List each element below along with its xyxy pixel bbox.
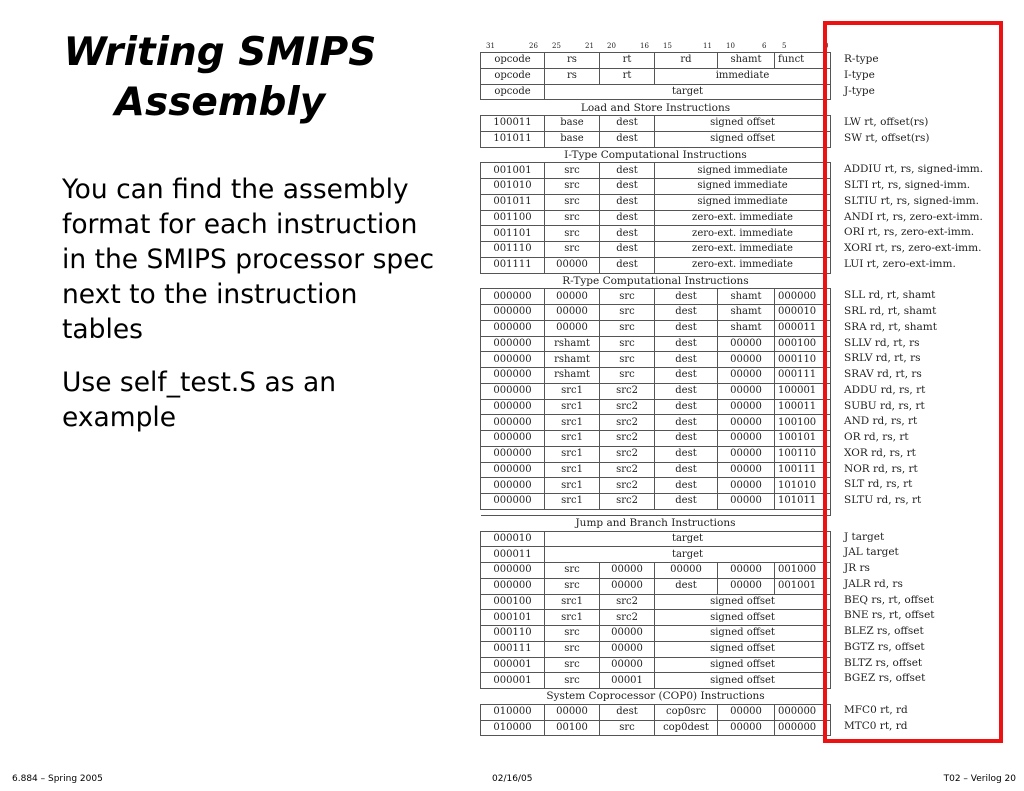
encoding-field: src2 bbox=[600, 610, 655, 626]
encoding-field: dest bbox=[655, 446, 718, 462]
body-paragraph-example: Use self_test.S as an example bbox=[62, 367, 337, 433]
encoding-field: zero-ext. immediate bbox=[655, 210, 831, 226]
instruction-row bbox=[481, 194, 831, 210]
encoding-field: target bbox=[545, 84, 831, 100]
instruction-encoding-table bbox=[480, 52, 831, 736]
bit-label: 31 bbox=[486, 42, 495, 50]
encoding-field: 00000 bbox=[545, 289, 600, 305]
encoding-field: 00000 bbox=[718, 720, 775, 736]
instruction-row bbox=[481, 383, 831, 399]
assembly-format: SLT rd, rs, rt bbox=[844, 478, 913, 491]
encoding-field: shamt bbox=[718, 320, 775, 336]
assembly-format: SLTIU rt, rs, signed-imm. bbox=[844, 194, 979, 207]
instruction-row bbox=[481, 446, 831, 462]
encoding-field: src1 bbox=[545, 478, 600, 494]
section-header-row bbox=[481, 273, 831, 289]
encoding-field: dest bbox=[655, 431, 718, 447]
encoding-field: immediate bbox=[655, 68, 831, 84]
encoding-field: dest bbox=[655, 368, 718, 384]
encoding-field: base bbox=[545, 116, 600, 132]
encoding-field: 00000 bbox=[718, 415, 775, 431]
encoding-field: dest bbox=[600, 210, 655, 226]
encoding-field: rd bbox=[655, 53, 718, 69]
assembly-format: OR rd, rs, rt bbox=[844, 431, 909, 443]
encoding-field: 00000 bbox=[718, 383, 775, 399]
encoding-field: dest bbox=[600, 704, 655, 720]
encoding-field: signed immediate bbox=[655, 163, 831, 179]
encoding-field: src1 bbox=[545, 415, 600, 431]
encoding-field: rs bbox=[545, 68, 600, 84]
instruction-row bbox=[481, 547, 831, 563]
assembly-format: BEQ rs, rt, offset bbox=[844, 593, 934, 606]
encoding-field: 00000 bbox=[545, 305, 600, 321]
encoding-field: src bbox=[545, 194, 600, 210]
section-header-row bbox=[481, 515, 831, 531]
instruction-row bbox=[481, 563, 831, 579]
encoding-field: src2 bbox=[600, 494, 655, 510]
encoding-field: 00000 bbox=[718, 704, 775, 720]
bit-label: 15 bbox=[663, 42, 672, 50]
encoding-field: shamt bbox=[718, 305, 775, 321]
encoding-field: 000101 bbox=[481, 610, 545, 626]
assembly-format: BLTZ rs, offset bbox=[844, 656, 923, 669]
encoding-field: 001110 bbox=[481, 242, 545, 258]
encoding-field: dest bbox=[655, 383, 718, 399]
encoding-field: signed offset bbox=[655, 594, 831, 610]
encoding-field: shamt bbox=[718, 289, 775, 305]
instruction-row bbox=[481, 68, 831, 84]
bit-label: 26 bbox=[529, 42, 538, 50]
instruction-row bbox=[481, 53, 831, 69]
encoding-field: 000001 bbox=[481, 657, 545, 673]
instruction-row bbox=[481, 116, 831, 132]
encoding-field: 100011 bbox=[481, 116, 545, 132]
encoding-field: src bbox=[545, 563, 600, 579]
bit-label: 5 bbox=[782, 42, 787, 50]
encoding-field: src bbox=[545, 179, 600, 195]
instruction-row bbox=[481, 336, 831, 352]
bit-label: 16 bbox=[640, 42, 649, 50]
encoding-field: 101010 bbox=[775, 478, 831, 494]
encoding-field: 000000 bbox=[481, 352, 545, 368]
encoding-field: 001001 bbox=[481, 163, 545, 179]
encoding-field: src bbox=[600, 320, 655, 336]
encoding-field: src1 bbox=[545, 431, 600, 447]
encoding-field: dest bbox=[655, 415, 718, 431]
encoding-field: dest bbox=[600, 242, 655, 258]
encoding-field: 00000 bbox=[545, 704, 600, 720]
assembly-format: SUBU rd, rs, rt bbox=[844, 399, 925, 412]
encoding-field: 000000 bbox=[481, 462, 545, 478]
encoding-field: 00001 bbox=[600, 673, 655, 689]
instruction-row bbox=[481, 257, 831, 273]
slide-body bbox=[62, 172, 442, 453]
encoding-field: 000110 bbox=[775, 352, 831, 368]
assembly-format: ANDI rt, rs, zero-ext-imm. bbox=[844, 210, 983, 223]
encoding-field: src bbox=[600, 720, 655, 736]
encoding-field: 00000 bbox=[600, 657, 655, 673]
encoding-field: src bbox=[545, 657, 600, 673]
encoding-field: 000000 bbox=[775, 720, 831, 736]
encoding-field: zero-ext. immediate bbox=[655, 257, 831, 273]
encoding-field: src bbox=[600, 289, 655, 305]
bit-position-labels bbox=[480, 42, 830, 50]
bit-label: 21 bbox=[585, 42, 594, 50]
encoding-field: 00000 bbox=[718, 462, 775, 478]
encoding-field: signed offset bbox=[655, 626, 831, 642]
encoding-field: src bbox=[600, 336, 655, 352]
encoding-field: zero-ext. immediate bbox=[655, 226, 831, 242]
assembly-format: BNE rs, rt, offset bbox=[844, 609, 935, 622]
encoding-field: src1 bbox=[545, 494, 600, 510]
encoding-field: 00000 bbox=[600, 641, 655, 657]
encoding-field: 100011 bbox=[775, 399, 831, 415]
assembly-format: I-type bbox=[844, 68, 875, 81]
encoding-field: 00000 bbox=[718, 478, 775, 494]
section-header-row bbox=[481, 100, 831, 116]
encoding-field: rshamt bbox=[545, 352, 600, 368]
assembly-format: ORI rt, rs, zero-ext-imm. bbox=[844, 226, 975, 239]
encoding-field: base bbox=[545, 131, 600, 147]
assembly-format: MTC0 rt, rd bbox=[844, 719, 908, 732]
assembly-format: SRA rd, rt, shamt bbox=[844, 320, 937, 333]
encoding-field: src2 bbox=[600, 399, 655, 415]
encoding-field: src bbox=[545, 163, 600, 179]
instruction-row bbox=[481, 399, 831, 415]
encoding-field: 000000 bbox=[481, 383, 545, 399]
encoding-field: dest bbox=[600, 194, 655, 210]
bit-label: 20 bbox=[607, 42, 616, 50]
encoding-field: signed offset bbox=[655, 610, 831, 626]
assembly-format-highlight-box bbox=[823, 21, 1003, 743]
encoding-field: 000000 bbox=[481, 305, 545, 321]
encoding-field: dest bbox=[655, 352, 718, 368]
instruction-row bbox=[481, 415, 831, 431]
encoding-field: dest bbox=[600, 131, 655, 147]
instruction-row bbox=[481, 289, 831, 305]
encoding-field: src2 bbox=[600, 478, 655, 494]
assembly-format: JALR rd, rs bbox=[844, 577, 903, 590]
encoding-field: dest bbox=[655, 462, 718, 478]
assembly-format: JR rs bbox=[844, 562, 870, 574]
encoding-field: 000000 bbox=[481, 415, 545, 431]
instruction-row bbox=[481, 131, 831, 147]
assembly-format: J-type bbox=[844, 84, 875, 97]
encoding-field: cop0dest bbox=[655, 720, 718, 736]
encoding-field: 000000 bbox=[481, 478, 545, 494]
encoding-field: 00000 bbox=[545, 320, 600, 336]
encoding-field: 000000 bbox=[481, 320, 545, 336]
encoding-field: 100110 bbox=[775, 446, 831, 462]
instruction-row bbox=[481, 641, 831, 657]
encoding-field: funct bbox=[775, 53, 831, 69]
encoding-field: dest bbox=[655, 578, 718, 594]
encoding-field: dest bbox=[655, 336, 718, 352]
encoding-field: 100001 bbox=[775, 383, 831, 399]
assembly-format: NOR rd, rs, rt bbox=[844, 462, 918, 475]
encoding-field: 100100 bbox=[775, 415, 831, 431]
assembly-format: XOR rd, rs, rt bbox=[844, 446, 916, 459]
encoding-field: 000000 bbox=[481, 399, 545, 415]
assembly-format: ADDU rd, rs, rt bbox=[844, 383, 926, 396]
encoding-field: signed offset bbox=[655, 673, 831, 689]
encoding-field: 101011 bbox=[481, 131, 545, 147]
assembly-format: ADDIU rt, rs, signed-imm. bbox=[844, 163, 984, 176]
bit-label: 25 bbox=[552, 42, 561, 50]
encoding-field: 00000 bbox=[600, 578, 655, 594]
assembly-format: SLTU rd, rs, rt bbox=[844, 494, 922, 506]
title-line-2: Assembly bbox=[114, 80, 326, 125]
encoding-field: 000000 bbox=[481, 578, 545, 594]
encoding-field: 001001 bbox=[775, 578, 831, 594]
instruction-row bbox=[481, 704, 831, 720]
instruction-row bbox=[481, 478, 831, 494]
footer-lecture-page: T02 – Verilog 20 bbox=[943, 774, 1016, 784]
encoding-field: rshamt bbox=[545, 368, 600, 384]
assembly-format: AND rd, rs, rt bbox=[844, 415, 918, 428]
encoding-field: rs bbox=[545, 53, 600, 69]
instruction-row bbox=[481, 352, 831, 368]
body-paragraph-spec: You can find the assembly format for each instruction in the SMIPS processor spec next to the instruction tables bbox=[62, 174, 435, 345]
encoding-field: signed offset bbox=[655, 116, 831, 132]
encoding-field: 001100 bbox=[481, 210, 545, 226]
instruction-row bbox=[481, 462, 831, 478]
instruction-row bbox=[481, 531, 831, 547]
assembly-format: BGEZ rs, offset bbox=[844, 672, 926, 685]
encoding-field: 00000 bbox=[718, 336, 775, 352]
encoding-field: src bbox=[545, 641, 600, 657]
encoding-field: 001000 bbox=[775, 563, 831, 579]
instruction-row bbox=[481, 163, 831, 179]
encoding-field: 00000 bbox=[718, 368, 775, 384]
assembly-format: LW rt, offset(rs) bbox=[844, 116, 929, 128]
encoding-field: 000000 bbox=[775, 704, 831, 720]
encoding-field: 001101 bbox=[481, 226, 545, 242]
section-header: System Coprocessor (COP0) Instructions bbox=[481, 689, 831, 705]
encoding-field: dest bbox=[600, 163, 655, 179]
encoding-field: 000110 bbox=[481, 626, 545, 642]
assembly-format: XORI rt, rs, zero-ext-imm. bbox=[844, 242, 982, 254]
encoding-field: src bbox=[600, 368, 655, 384]
encoding-field: 000000 bbox=[481, 494, 545, 510]
encoding-field: dest bbox=[655, 320, 718, 336]
encoding-field: 00000 bbox=[600, 626, 655, 642]
encoding-field: src2 bbox=[600, 415, 655, 431]
encoding-field: src bbox=[600, 305, 655, 321]
encoding-field: target bbox=[545, 531, 831, 547]
encoding-field: src bbox=[545, 578, 600, 594]
encoding-field: dest bbox=[600, 116, 655, 132]
encoding-field: 00000 bbox=[718, 563, 775, 579]
encoding-field: 000000 bbox=[481, 336, 545, 352]
assembly-format: MFC0 rt, rd bbox=[844, 703, 908, 716]
instruction-row bbox=[481, 84, 831, 100]
encoding-field: 00000 bbox=[655, 563, 718, 579]
section-header: I-Type Computational Instructions bbox=[481, 147, 831, 163]
encoding-field: dest bbox=[655, 305, 718, 321]
encoding-field: opcode bbox=[481, 68, 545, 84]
encoding-field: 000000 bbox=[481, 289, 545, 305]
encoding-field: 000000 bbox=[775, 289, 831, 305]
encoding-field: 000001 bbox=[481, 673, 545, 689]
section-header: R-Type Computational Instructions bbox=[481, 273, 831, 289]
instruction-row bbox=[481, 578, 831, 594]
encoding-field: src bbox=[545, 226, 600, 242]
encoding-field: src2 bbox=[600, 383, 655, 399]
section-header: Jump and Branch Instructions bbox=[481, 515, 831, 531]
encoding-field: 000011 bbox=[775, 320, 831, 336]
encoding-field: 001011 bbox=[481, 194, 545, 210]
encoding-field: cop0src bbox=[655, 704, 718, 720]
instruction-row bbox=[481, 626, 831, 642]
section-header: Load and Store Instructions bbox=[481, 100, 831, 116]
instruction-row bbox=[481, 431, 831, 447]
encoding-field: src2 bbox=[600, 594, 655, 610]
assembly-format: SRAV rd, rt, rs bbox=[844, 368, 922, 380]
encoding-field: src bbox=[545, 626, 600, 642]
instruction-row bbox=[481, 368, 831, 384]
encoding-field: 00000 bbox=[718, 494, 775, 510]
footer-date: 02/16/05 bbox=[492, 774, 533, 784]
assembly-format: BGTZ rs, offset bbox=[844, 640, 925, 653]
encoding-field: zero-ext. immediate bbox=[655, 242, 831, 258]
encoding-field: src1 bbox=[545, 446, 600, 462]
encoding-field: 000111 bbox=[775, 368, 831, 384]
instruction-row bbox=[481, 179, 831, 195]
encoding-field: 000000 bbox=[481, 446, 545, 462]
encoding-field: 001111 bbox=[481, 257, 545, 273]
encoding-field: dest bbox=[655, 399, 718, 415]
assembly-format: SLL rd, rt, shamt bbox=[844, 289, 936, 302]
assembly-format: R-type bbox=[844, 53, 879, 65]
bit-label: 6 bbox=[762, 42, 767, 50]
encoding-field: src bbox=[545, 673, 600, 689]
encoding-field: signed immediate bbox=[655, 179, 831, 195]
bit-label: 0 bbox=[824, 42, 829, 50]
encoding-field: 100111 bbox=[775, 462, 831, 478]
assembly-format: JAL target bbox=[844, 546, 899, 559]
encoding-field: src1 bbox=[545, 399, 600, 415]
encoding-field: 100101 bbox=[775, 431, 831, 447]
encoding-field: src1 bbox=[545, 594, 600, 610]
encoding-field: src2 bbox=[600, 431, 655, 447]
encoding-field: signed offset bbox=[655, 657, 831, 673]
instruction-row bbox=[481, 610, 831, 626]
encoding-field: 00000 bbox=[718, 352, 775, 368]
encoding-field: shamt bbox=[718, 53, 775, 69]
encoding-field: 000000 bbox=[481, 368, 545, 384]
encoding-field: src1 bbox=[545, 383, 600, 399]
instruction-row bbox=[481, 594, 831, 610]
section-header-row bbox=[481, 147, 831, 163]
assembly-format: LUI rt, zero-ext-imm. bbox=[844, 257, 956, 270]
instruction-row bbox=[481, 494, 831, 510]
encoding-field: opcode bbox=[481, 84, 545, 100]
encoding-field: 00000 bbox=[600, 563, 655, 579]
encoding-field: dest bbox=[655, 494, 718, 510]
encoding-field: target bbox=[545, 547, 831, 563]
encoding-field: 000100 bbox=[481, 594, 545, 610]
encoding-field: 101011 bbox=[775, 494, 831, 510]
encoding-field: 010000 bbox=[481, 720, 545, 736]
slide-title bbox=[20, 28, 420, 128]
encoding-field: src1 bbox=[545, 610, 600, 626]
encoding-field: src bbox=[545, 242, 600, 258]
encoding-field: 00000 bbox=[718, 399, 775, 415]
encoding-field: 000000 bbox=[481, 563, 545, 579]
assembly-format: SLTI rt, rs, signed-imm. bbox=[844, 179, 971, 191]
encoding-field: dest bbox=[655, 289, 718, 305]
bit-label: 10 bbox=[726, 42, 735, 50]
assembly-format: J target bbox=[844, 530, 885, 543]
encoding-field: dest bbox=[600, 226, 655, 242]
footer-course: 6.884 – Spring 2005 bbox=[12, 774, 103, 784]
encoding-field: src bbox=[545, 210, 600, 226]
bit-label: 11 bbox=[703, 42, 712, 50]
encoding-field: dest bbox=[655, 478, 718, 494]
instruction-row bbox=[481, 673, 831, 689]
assembly-format: SLLV rd, rt, rs bbox=[844, 336, 920, 349]
encoding-field: src2 bbox=[600, 446, 655, 462]
encoding-field: opcode bbox=[481, 53, 545, 69]
encoding-field: 00000 bbox=[718, 578, 775, 594]
encoding-field: signed immediate bbox=[655, 194, 831, 210]
encoding-field: 00000 bbox=[718, 446, 775, 462]
encoding-field: dest bbox=[600, 179, 655, 195]
instruction-row bbox=[481, 210, 831, 226]
instruction-row bbox=[481, 720, 831, 736]
encoding-field: src bbox=[600, 352, 655, 368]
encoding-field: 000000 bbox=[481, 431, 545, 447]
encoding-field: 000010 bbox=[481, 531, 545, 547]
encoding-field: rt bbox=[600, 53, 655, 69]
instruction-row bbox=[481, 320, 831, 336]
encoding-field: 000111 bbox=[481, 641, 545, 657]
instruction-row bbox=[481, 657, 831, 673]
assembly-format: SRL rd, rt, shamt bbox=[844, 305, 937, 317]
encoding-field: 00000 bbox=[718, 431, 775, 447]
instruction-row bbox=[481, 305, 831, 321]
encoding-field: rt bbox=[600, 68, 655, 84]
section-header-row bbox=[481, 689, 831, 705]
title-line-1: Writing SMIPS bbox=[63, 30, 377, 75]
instruction-row bbox=[481, 226, 831, 242]
encoding-field: 000010 bbox=[775, 305, 831, 321]
encoding-field: 000011 bbox=[481, 547, 545, 563]
encoding-field: signed offset bbox=[655, 131, 831, 147]
encoding-field: signed offset bbox=[655, 641, 831, 657]
assembly-format: SW rt, offset(rs) bbox=[844, 131, 930, 144]
encoding-field: 00100 bbox=[545, 720, 600, 736]
instruction-row bbox=[481, 242, 831, 258]
encoding-field: 010000 bbox=[481, 704, 545, 720]
encoding-field: dest bbox=[600, 257, 655, 273]
assembly-format: BLEZ rs, offset bbox=[844, 625, 924, 637]
encoding-field: 000100 bbox=[775, 336, 831, 352]
encoding-field: 001010 bbox=[481, 179, 545, 195]
encoding-field: rshamt bbox=[545, 336, 600, 352]
encoding-field: src1 bbox=[545, 462, 600, 478]
encoding-field: 00000 bbox=[545, 257, 600, 273]
encoding-field: src2 bbox=[600, 462, 655, 478]
assembly-format: SRLV rd, rt, rs bbox=[844, 352, 921, 365]
